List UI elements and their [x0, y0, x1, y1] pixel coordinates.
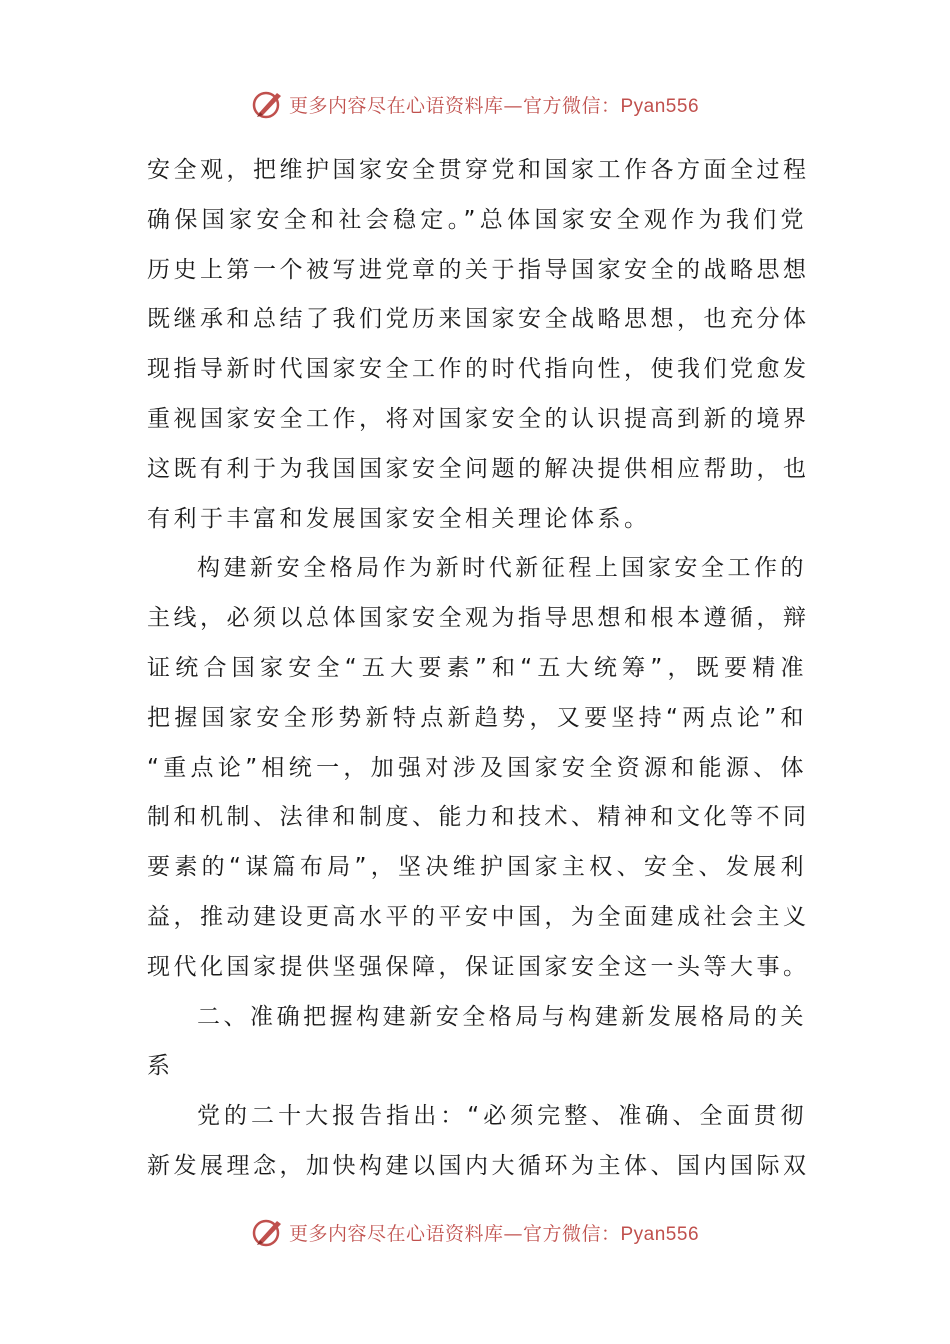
header-banner-text — [289, 91, 699, 118]
body-line: 确保国家安全和社会稳定。”总体国家安全观作为我们党 — [147, 206, 807, 233]
body-line: 把握国家安全形势新特点新趋势，又要坚持“两点论”和 — [147, 704, 807, 731]
body-line: 制和机制、法律和制度、能力和技术、精神和文化等不同 — [147, 804, 810, 831]
footer-banner-label: 更多内容尽在心语资料库—官方微信： — [288, 1222, 621, 1245]
body-line: 重视国家安全工作，将对国家安全的认识提高到新的境界 — [147, 405, 810, 432]
body-line: 党的二十大报告指出：“必须完整、准确、全面贯彻 — [197, 1103, 807, 1130]
body-line: 益，推动建设更高水平的平安中国，为全面建成社会主义 — [147, 903, 810, 930]
footer-banner-text — [289, 1219, 699, 1246]
body-line: 新发展理念，加快构建以国内大循环为主体、国内国际双 — [147, 1152, 810, 1179]
body-line: 现代化国家提供坚强保障，保证国家安全这一头等大事。 — [147, 953, 810, 980]
body-line: 这既有利于为我国国家安全问题的解决提供相应帮助，也 — [147, 455, 810, 482]
body-line: “重点论”相统一，加强对涉及国家安全资源和能源、体 — [147, 754, 807, 781]
body-line: 现指导新时代国家安全工作的时代指向性，使我们党愈发 — [147, 356, 810, 383]
document-body — [147, 146, 810, 1192]
pen-logo-icon — [251, 1215, 285, 1249]
header-wechat-id: Pyan556 — [620, 95, 700, 117]
header-banner — [0, 84, 950, 124]
footer-wechat-id: Pyan556 — [620, 1223, 700, 1245]
footer-banner — [0, 1212, 950, 1252]
body-line: 安全观，把维护国家安全贯穿党和国家工作各方面全过程 — [147, 157, 810, 183]
body-line: 构建新安全格局作为新时代新征程上国家安全工作的 — [197, 555, 807, 582]
pen-logo-icon — [251, 87, 285, 121]
section-heading: 二、准确把握构建新安全格局与构建新发展格局的关 — [197, 1003, 807, 1030]
body-line: 有利于丰富和发展国家安全相关理论体系。 — [147, 505, 651, 532]
body-line: 证统合国家安全“五大要素”和“五大统筹”，既要精准 — [147, 654, 807, 681]
header-banner-label: 更多内容尽在心语资料库—官方微信： — [288, 94, 621, 117]
body-line: 历史上第一个被写进党章的关于指导国家安全的战略思想 — [147, 256, 810, 283]
body-line: 既继承和总结了我们党历来国家安全战略思想，也充分体 — [147, 306, 810, 333]
body-line: 要素的“谋篇布局”，坚决维护国家主权、安全、发展利 — [147, 854, 807, 881]
section-heading-continued: 系 — [147, 1053, 174, 1080]
body-line: 主线，必须以总体国家安全观为指导思想和根本遵循，辩 — [147, 605, 810, 632]
